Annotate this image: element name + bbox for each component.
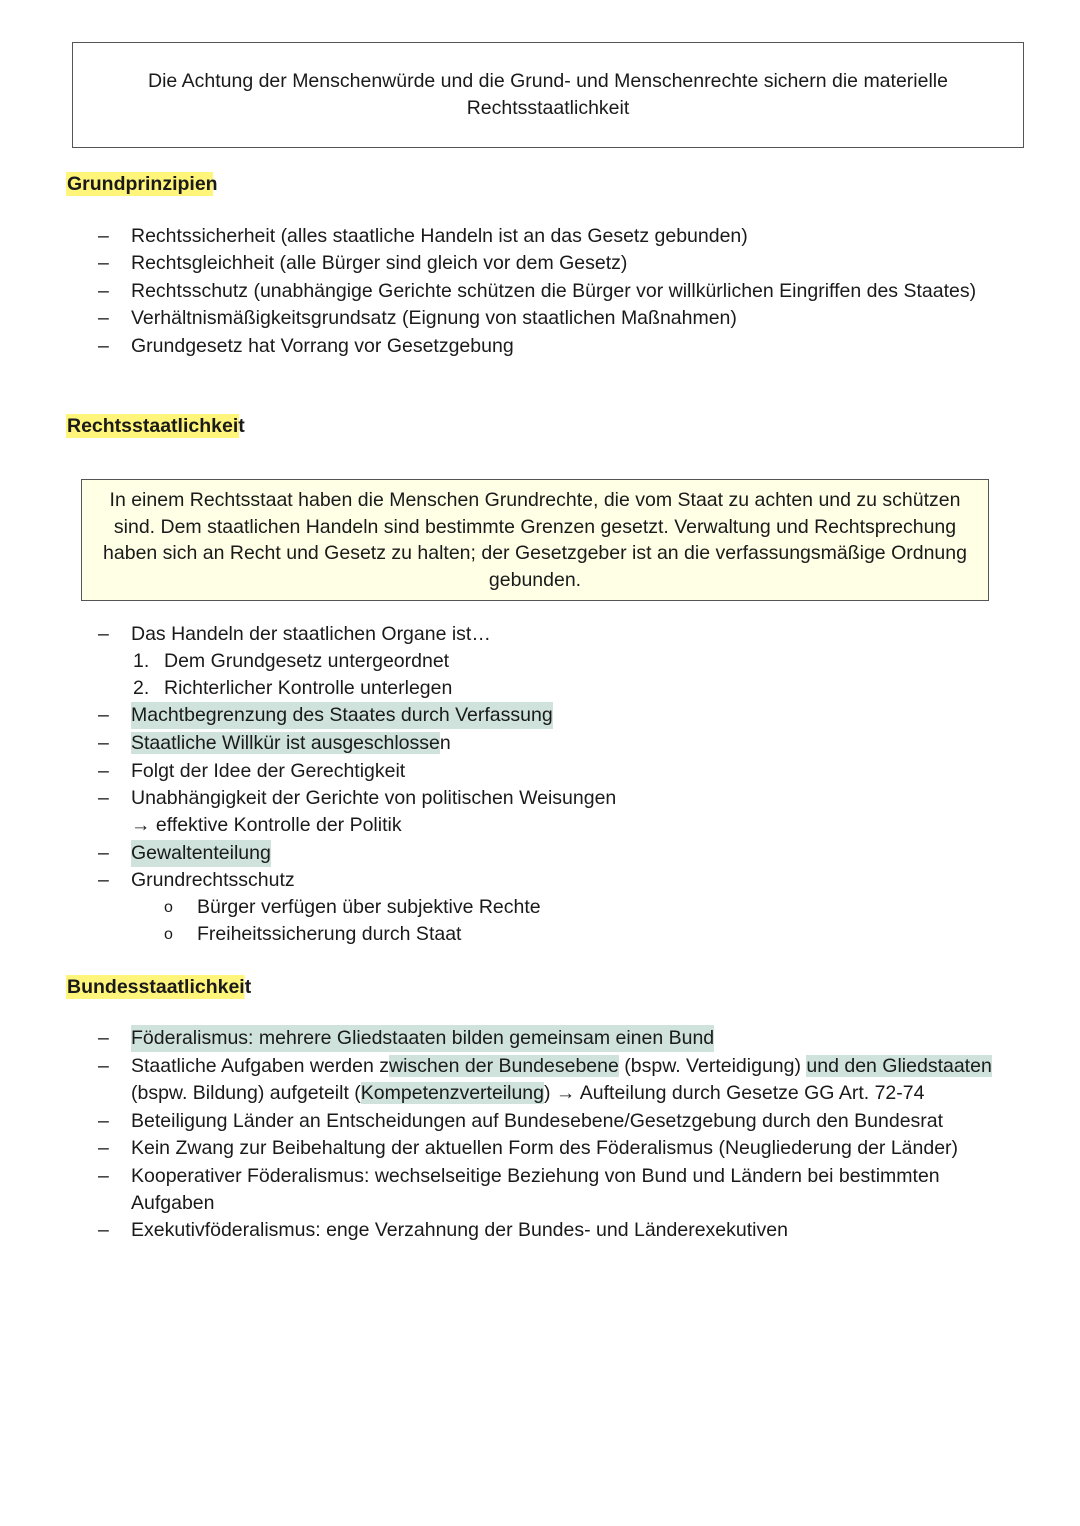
dash-bullet: – (98, 869, 109, 891)
numbered-item-text: Richterlicher Kontrolle unterlegen (164, 676, 453, 699)
list-item (0, 278, 1080, 305)
numbered-item (0, 675, 1080, 702)
dash-bullet: – (98, 1137, 109, 1159)
list-item (0, 621, 1080, 648)
list-item-text: Kein Zwang zur Beibehaltung der aktuellen Form des Föderalismus (Neugliederung der Länder) (131, 1137, 959, 1159)
list-item-text: Verhältnismäßigkeitsgrundsatz (Eignung von staatlichen Maßnahmen) (131, 307, 737, 330)
list-item-text: Exekutivföderalismus: enge Verzahnung der Bundes- und Länderexekutiven (131, 1219, 788, 1241)
list-item-text: Grundgesetz hat Vorrang vor Gesetzgebung (131, 334, 514, 357)
intro-line-2: Rechtsstaatlichkeit (466, 97, 630, 119)
dash-bullet: – (98, 252, 109, 275)
definition-line: In einem Rechtsstaat haben die Menschen Grundrechte, die vom Staat zu achten und zu schützen (109, 489, 961, 511)
list-item-text: Rechtsschutz (unabhängige Gerichte schützen die Bürger vor willkürlichen Eingriffen des Staates) (131, 279, 977, 302)
list-item-text: Aufgaben (131, 1191, 215, 1214)
highlighted-text: Kompetenzverteilung (360, 1082, 544, 1104)
list-item-text: ) → Aufteilung durch Gesetze GG Art. 72-74 (544, 1082, 925, 1104)
highlighted-text: Gewaltenteilung (131, 840, 271, 867)
list-item-continuation (0, 812, 1080, 840)
circle-bullet-icon: o (164, 899, 173, 916)
list-item (0, 1217, 1080, 1245)
dash-bullet: – (98, 1109, 109, 1132)
circle-bullet-icon: o (164, 926, 173, 943)
bundesstaat-list (0, 1025, 1080, 1245)
number-marker: 1. (133, 650, 150, 672)
dash-bullet: – (98, 1219, 109, 1241)
definition-line: gebunden. (488, 568, 582, 591)
list-item (0, 840, 1080, 868)
dash-bullet: – (98, 1027, 109, 1049)
dash-bullet: – (98, 1055, 109, 1077)
dash-bullet: – (98, 307, 109, 330)
list-item (0, 1135, 1080, 1163)
list-item (0, 223, 1080, 250)
dash-bullet: – (98, 623, 109, 645)
list-item-text: Rechtssicherheit (alles staatliche Handeln ist an das Gesetz gebunden) (131, 225, 748, 247)
list-item-text: (bspw. Verteidigung) (618, 1055, 807, 1077)
list-item (0, 730, 1080, 758)
dash-bullet: – (98, 787, 109, 809)
list-item-text: Das Handeln der staatlichen Organe ist… (131, 623, 491, 645)
grundprinzipien-list (0, 223, 1080, 360)
dash-bullet: – (98, 703, 109, 726)
dash-bullet: – (98, 731, 109, 754)
list-item-text: Kooperativer Föderalismus: wechselseitige Beziehung von Bund und Ländern bei bestimmten (131, 1164, 940, 1187)
list-item-text: Beteiligung Länder an Entscheidungen auf Bundesebene/Gesetzgebung durch den Bundesrat (131, 1109, 944, 1132)
sub-bullet-item (0, 921, 1080, 948)
list-item-text: Folgt der Idee der Gerechtigkeit (131, 759, 406, 782)
sub-bullet-text: Freiheitssicherung durch Staat (197, 923, 462, 945)
highlighted-text: Machtbegrenzung des Staates durch Verfassung (131, 702, 553, 729)
list-item (0, 1025, 1080, 1053)
intro-statement-box (72, 42, 1024, 148)
highlighted-text: Föderalismus: mehrere Gliedstaaten bilden gemeinsam einen Bund (131, 1025, 714, 1052)
list-item (0, 1163, 1080, 1190)
list-item (0, 333, 1080, 360)
list-item-text: n (439, 731, 451, 754)
list-item (0, 1053, 1080, 1080)
list-item (0, 250, 1080, 277)
highlighted-text: wischen der Bundesebene (389, 1055, 619, 1077)
list-item (0, 867, 1080, 894)
list-item (0, 305, 1080, 332)
rechtsstaat-list (0, 621, 1080, 948)
heading-rechtsstaatlichkeit: Rechtsstaatlichkeit (67, 415, 245, 437)
list-item (0, 758, 1080, 786)
list-item-text: (bspw. Bildung) aufgeteilt ( (131, 1082, 361, 1104)
dash-bullet: – (98, 841, 109, 864)
definition-box (81, 479, 989, 601)
highlighted-text: Staatliche Willkür ist ausgeschlosse (131, 731, 440, 754)
list-item-text: → effektive Kontrolle der Politik (131, 814, 402, 836)
list-item-continuation (0, 1080, 1080, 1108)
dash-bullet: – (98, 225, 109, 247)
dash-bullet: – (98, 759, 109, 782)
numbered-item (0, 648, 1080, 675)
definition-line: haben sich an Recht und Gesetz zu halten; der Gesetzgeber ist an die verfassungsmäßige Ordnung (103, 542, 967, 564)
list-item (0, 785, 1080, 812)
sub-bullet-item (0, 894, 1080, 921)
heading-bundesstaatlichkeit: Bundesstaatlichkeit (67, 976, 252, 998)
dash-bullet: – (98, 279, 109, 302)
definition-line: sind. Dem staatlichen Handeln sind bestimmte Grenzen gesetzt. Verwaltung und Rechtsprechung (113, 515, 957, 538)
list-item-text: Unabhängigkeit der Gerichte von politischen Weisungen (131, 787, 617, 809)
dash-bullet: – (98, 334, 109, 357)
list-item-text: Staatliche Aufgaben werden z (131, 1055, 390, 1077)
list-item (0, 702, 1080, 730)
list-item (0, 1108, 1080, 1136)
list-item-text: Rechtsgleichheit (alle Bürger sind gleich vor dem Gesetz) (131, 252, 628, 275)
list-item-text: Grundrechtsschutz (131, 869, 295, 891)
highlighted-text: und den Gliedstaaten (806, 1055, 992, 1077)
intro-line-1: Die Achtung der Menschenwürde und die Grund- und Menschenrechte sichern die materielle (148, 70, 948, 92)
sub-bullet-text: Bürger verfügen über subjektive Rechte (197, 896, 541, 918)
definition-text (103, 487, 967, 593)
heading-grundprinzipien: Grundprinzipien (67, 173, 218, 195)
number-marker: 2. (133, 676, 150, 699)
numbered-item-text: Dem Grundgesetz untergeordnet (164, 650, 450, 672)
intro-statement-text (148, 68, 948, 122)
list-item-continuation (0, 1190, 1080, 1218)
dash-bullet: – (98, 1164, 109, 1187)
